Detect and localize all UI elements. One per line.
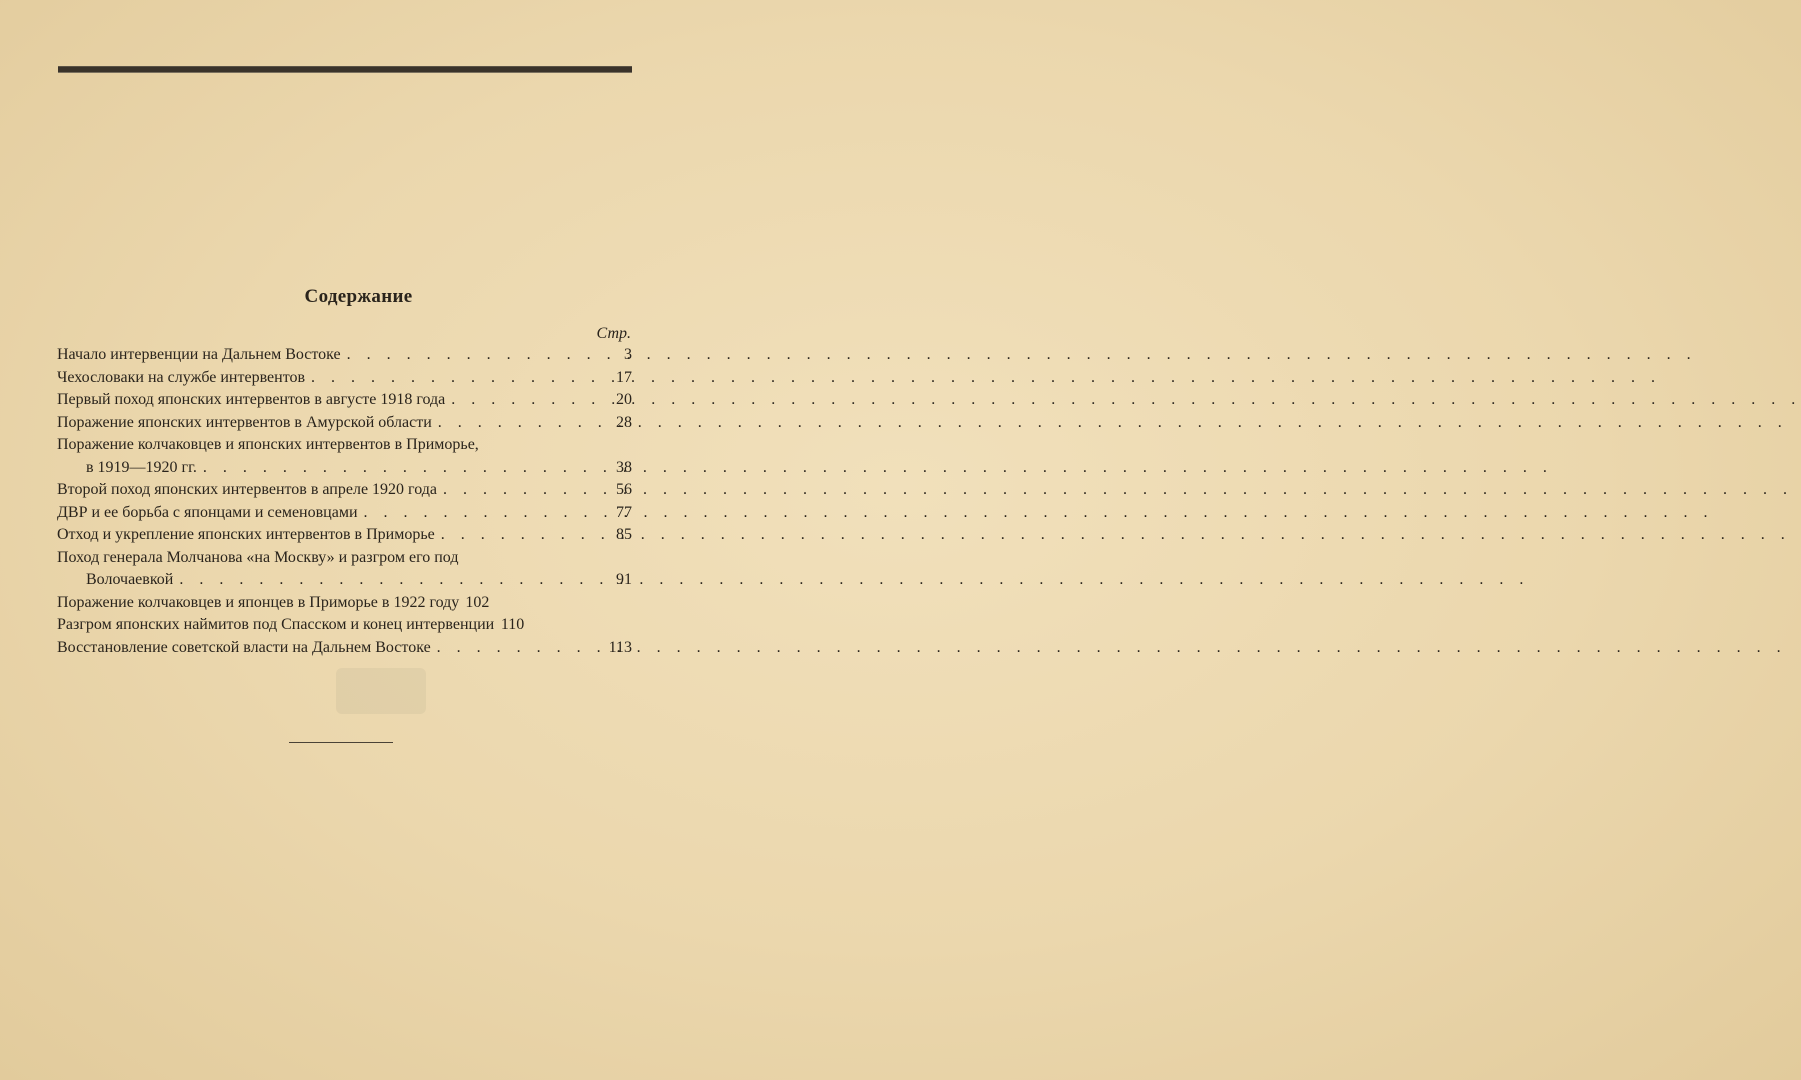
toc-entry-page: 20 [616, 391, 632, 408]
toc-entry-page: 77 [616, 503, 632, 521]
toc-entry-title-line1: Поражение колчаковцев и японских интервентов в Приморье, [57, 436, 479, 453]
toc-entry-page: 85 [616, 526, 632, 543]
dot-leader [305, 367, 602, 390]
dot-leader [437, 479, 602, 502]
book-page [0, 0, 717, 1080]
toc-entry-page: 3 [624, 346, 632, 363]
toc-entry [57, 344, 632, 367]
toc-entry [57, 412, 632, 435]
faded-stamp [336, 668, 426, 714]
page-column-label: Стр. [596, 325, 631, 342]
page-title: Содержание [304, 286, 413, 307]
dot-leader [341, 344, 602, 367]
dot-leader [432, 412, 602, 435]
toc-entry [57, 592, 632, 615]
toc-entry-page: 56 [616, 481, 632, 498]
dot-leader [173, 569, 602, 592]
toc-entry [57, 637, 632, 660]
toc-entry-title: Волочаевкой [86, 571, 174, 588]
toc-entry [57, 614, 632, 637]
toc-entry-title-line1: Поход генерала Молчанова «на Москву» и разгром его под [57, 548, 459, 566]
dot-leader [435, 524, 602, 547]
top-decorative-rule [58, 66, 632, 72]
toc-entry-title: Поражение японских интервентов в Амурской области [57, 413, 432, 431]
toc-entry [57, 547, 632, 592]
toc-entry-page: 28 [616, 413, 632, 431]
toc-entry-page: 17 [616, 368, 632, 386]
toc-entry-title: Чехословаки на службе интервентов [57, 368, 306, 386]
toc-entry-title: Отход и укрепление японских интервентов в Приморье [57, 526, 435, 543]
toc-entry-page: 110 [500, 616, 525, 633]
toc-entry-title: Разгром японских наймитов под Спасском и конец интервенции [57, 616, 495, 633]
toc-entry-title: Восстановление советской власти на Дальнем Востоке [57, 638, 431, 656]
dot-leader [445, 389, 602, 412]
toc-entry [57, 434, 632, 479]
toc-entry-title: ДВР и ее борьба с японцами и семеновцами [57, 503, 358, 521]
toc-entry-page: 38 [616, 458, 632, 476]
toc-entry [57, 367, 632, 390]
dot-leader [358, 502, 602, 525]
toc-entry [57, 502, 632, 525]
toc-entry [57, 479, 632, 502]
toc-entry-title: Начало интервенции на Дальнем Востоке [57, 346, 341, 363]
dot-leader [431, 637, 602, 660]
table-of-contents [57, 344, 632, 659]
toc-entry-title: Первый поход японских интервентов в августе 1918 года [57, 391, 446, 408]
closing-rule [289, 742, 393, 743]
toc-entry [57, 389, 632, 412]
toc-entry-title: Поражение колчаковцев и японцев в Приморье в 1922 году [57, 593, 460, 611]
toc-entry-page: 113 [608, 638, 632, 656]
toc-entry-title: в 1919—1920 гг. [86, 458, 197, 476]
toc-entry-page: 91 [616, 571, 632, 588]
toc-entry [57, 524, 632, 547]
toc-entry-page: 102 [465, 593, 490, 611]
toc-entry-title: Второй поход японских интервентов в апреле 1920 года [57, 481, 437, 498]
dot-leader [197, 457, 602, 480]
